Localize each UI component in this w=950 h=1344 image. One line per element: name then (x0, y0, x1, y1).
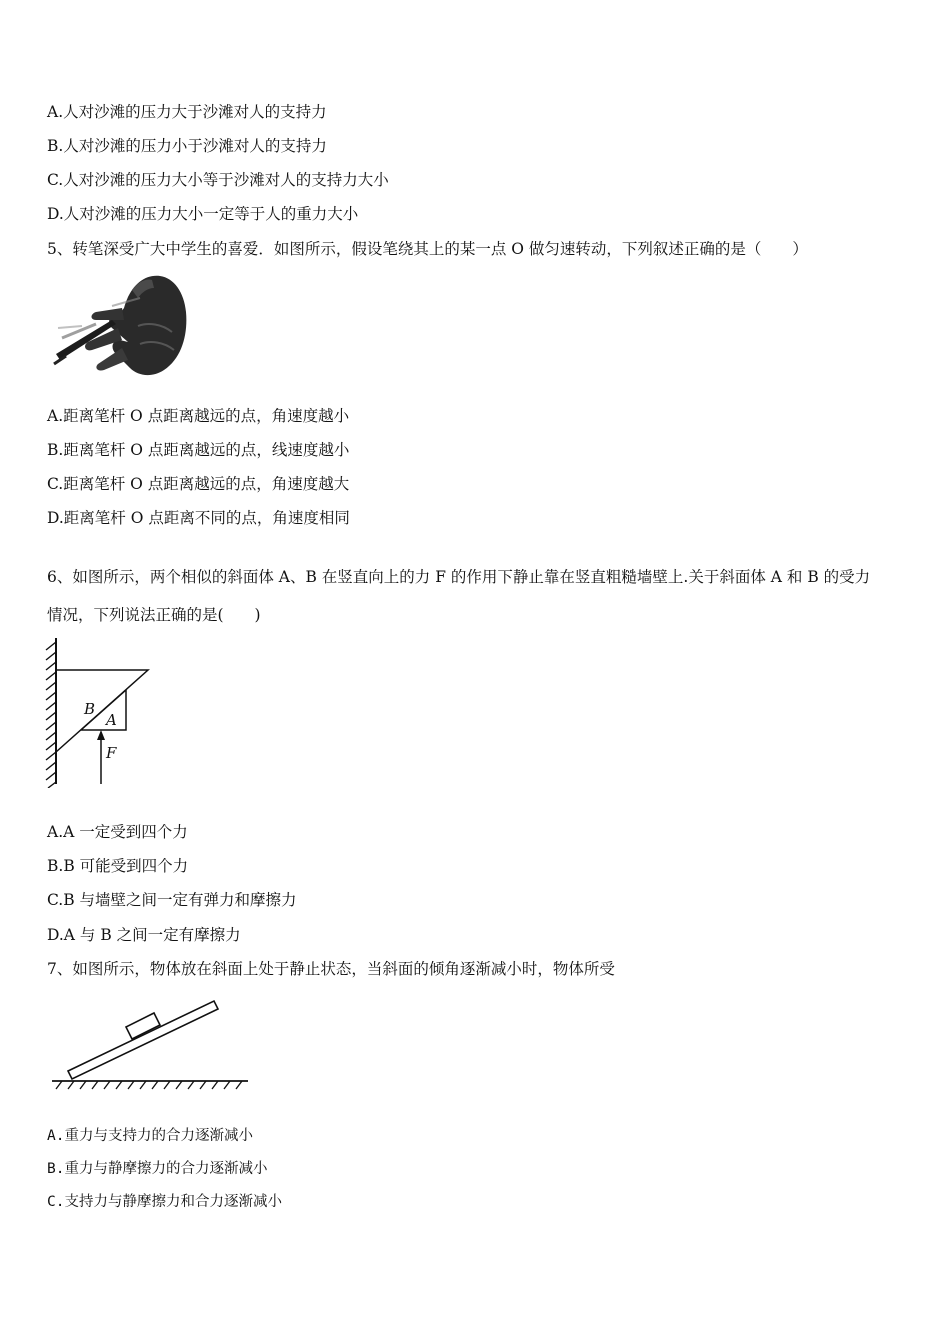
q6-stem-line1: 6、如图所示，两个相似的斜面体 A、B 在竖直向上的力 F 的作用下静止靠在竖直粗糙墙壁上.关于斜面体 A 和 B 的受力 (47, 568, 871, 586)
label-a: A (106, 711, 117, 729)
q6-option-a: A.A 一定受到四个力 (47, 823, 188, 841)
q5-option-b: B.距离笔杆 O 点距离越远的点，线速度越小 (47, 441, 350, 459)
q6-option-c: C.B 与墙壁之间一定有弹力和摩擦力 (47, 891, 297, 909)
incline-block-figure (48, 995, 252, 1091)
q5-stem: 5、转笔深受广大中学生的喜爱．如图所示，假设笔绕其上的某一点 O 做匀速转动，下列叙述正确的是（ ） (47, 240, 808, 258)
q4-option-a: A.人对沙滩的压力大于沙滩对人的支持力 (47, 103, 327, 121)
wall-hatching (46, 642, 56, 788)
q4-option-d: D.人对沙滩的压力大小一定等于人的重力大小 (47, 205, 359, 223)
q4-option-b: B.人对沙滩的压力小于沙滩对人的支持力 (47, 137, 327, 155)
q6-stem-line2: 情况，下列说法正确的是( ) (47, 606, 261, 624)
q5-option-a: A.距离笔杆 O 点距离越远的点，角速度越小 (47, 407, 350, 425)
q7-option-a: A.重力与支持力的合力逐渐减小 (47, 1128, 253, 1144)
wedge-wall-figure (40, 634, 160, 788)
incline-plank (68, 1001, 218, 1079)
hand-image-icon (54, 276, 186, 375)
force-arrow-head (97, 730, 105, 740)
q6-option-b: B.B 可能受到四个力 (47, 857, 189, 875)
q7-stem: 7、如图所示，物体放在斜面上处于静止状态，当斜面的倾角逐渐减小时，物体所受 (47, 960, 615, 978)
q5-option-c: C.距离笔杆 O 点距离越远的点，角速度越大 (47, 475, 350, 493)
ground-hatching (56, 1081, 242, 1089)
q6-option-d: D.A 与 B 之间一定有摩擦力 (47, 926, 241, 944)
label-f: F (106, 744, 117, 762)
pen-spinning-hand-figure (52, 268, 190, 384)
q7-option-c: C.支持力与静摩擦力和合力逐渐减小 (47, 1194, 282, 1210)
q4-option-c: C.人对沙滩的压力大小等于沙滩对人的支持力大小 (47, 171, 389, 189)
q5-option-d: D.距离笔杆 O 点距离不同的点，角速度相同 (47, 509, 350, 527)
q7-option-b: B.重力与静摩擦力的合力逐渐减小 (47, 1161, 268, 1177)
label-b: B (84, 700, 96, 718)
